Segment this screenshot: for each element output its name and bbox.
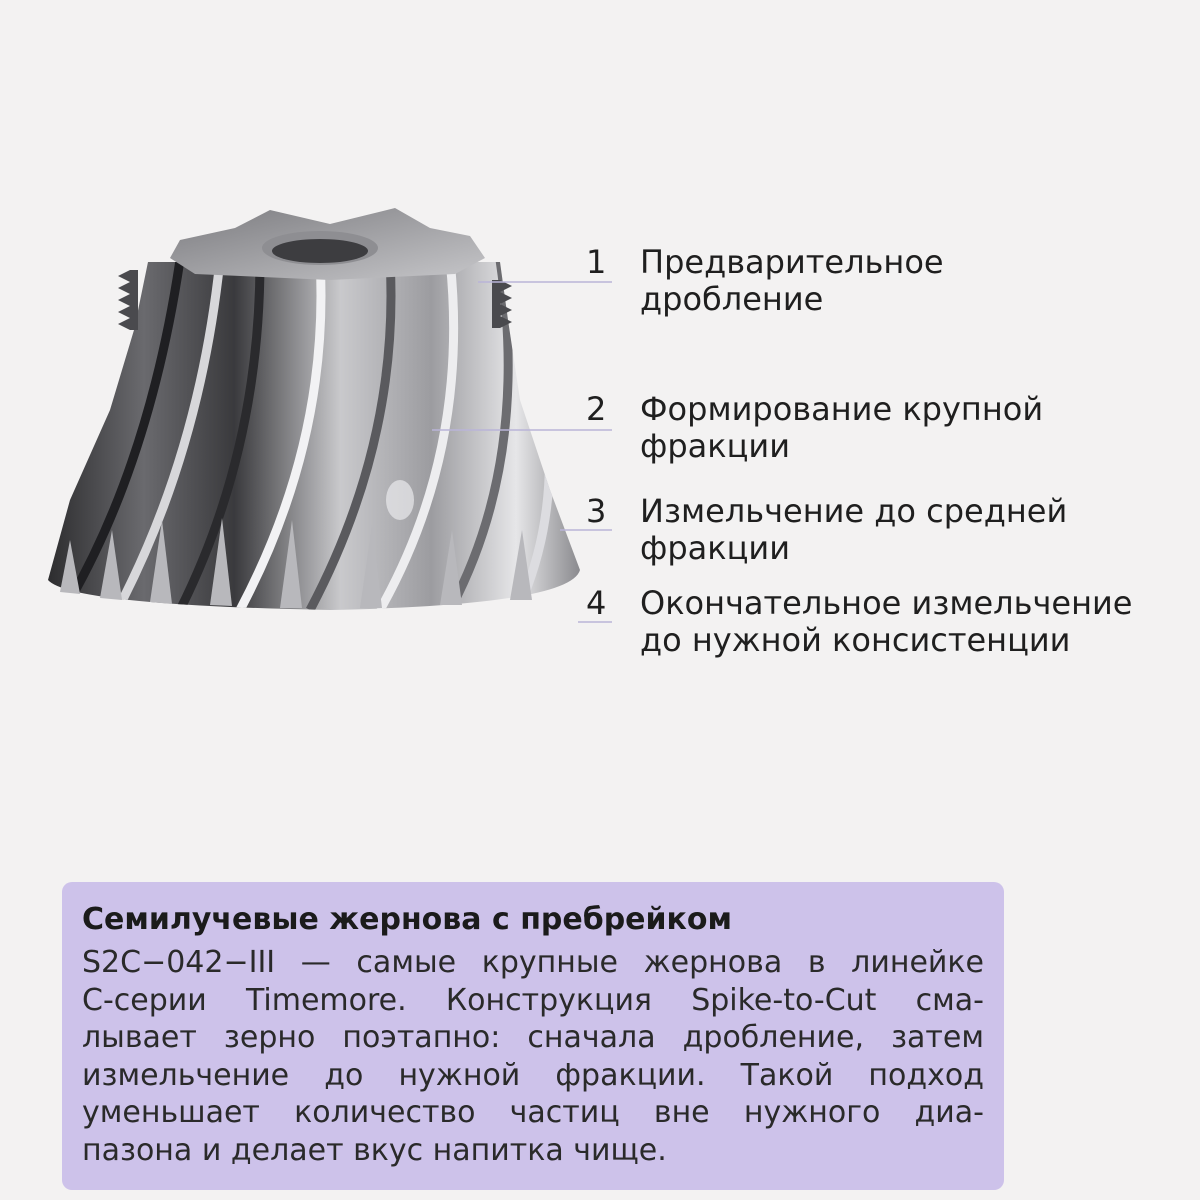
callout-line: Окончательное измельчение <box>640 584 1133 622</box>
info-card-title: Семилучевые жернова с пребрейком <box>82 902 733 937</box>
callout-label <box>640 493 1200 567</box>
info-card-line: измельчение до нужной фракции. Такой подход <box>82 1057 984 1093</box>
info-card-line: пазона и делает вкус напитка чище. <box>82 1132 667 1168</box>
callout-number: 3 <box>586 492 607 530</box>
callout-line: фракции <box>640 427 790 465</box>
callout-line: до нужной консистенции <box>640 621 1071 659</box>
callout-line: Формирование крупной <box>640 390 1044 428</box>
callout-line: дробление <box>640 280 824 318</box>
info-card-line: C-серии Timemore. Конструкция Spike-to-Cut сма- <box>82 982 984 1018</box>
callout-number: 1 <box>586 243 607 281</box>
info-card-line: уменьшает количество частиц вне нужного диа- <box>82 1095 984 1130</box>
conical-burr-image <box>30 200 630 640</box>
callout-number: 4 <box>586 584 607 622</box>
callout-label <box>640 391 1200 465</box>
info-card-body <box>82 944 984 1169</box>
info-card <box>62 882 1004 1190</box>
callout-line: Предварительное <box>640 243 944 281</box>
callout-line: Измельчение до средней <box>640 492 1068 530</box>
info-card-line: S2C−042−III — самые крупные жернова в линейке <box>82 945 984 980</box>
callout-line: фракции <box>640 529 790 567</box>
info-card-line: лывает зерно поэтапно: сначала дробление, затем <box>82 1020 984 1055</box>
callout-number: 2 <box>586 390 607 428</box>
callout-label <box>640 244 1200 318</box>
callout-label <box>640 585 1200 659</box>
